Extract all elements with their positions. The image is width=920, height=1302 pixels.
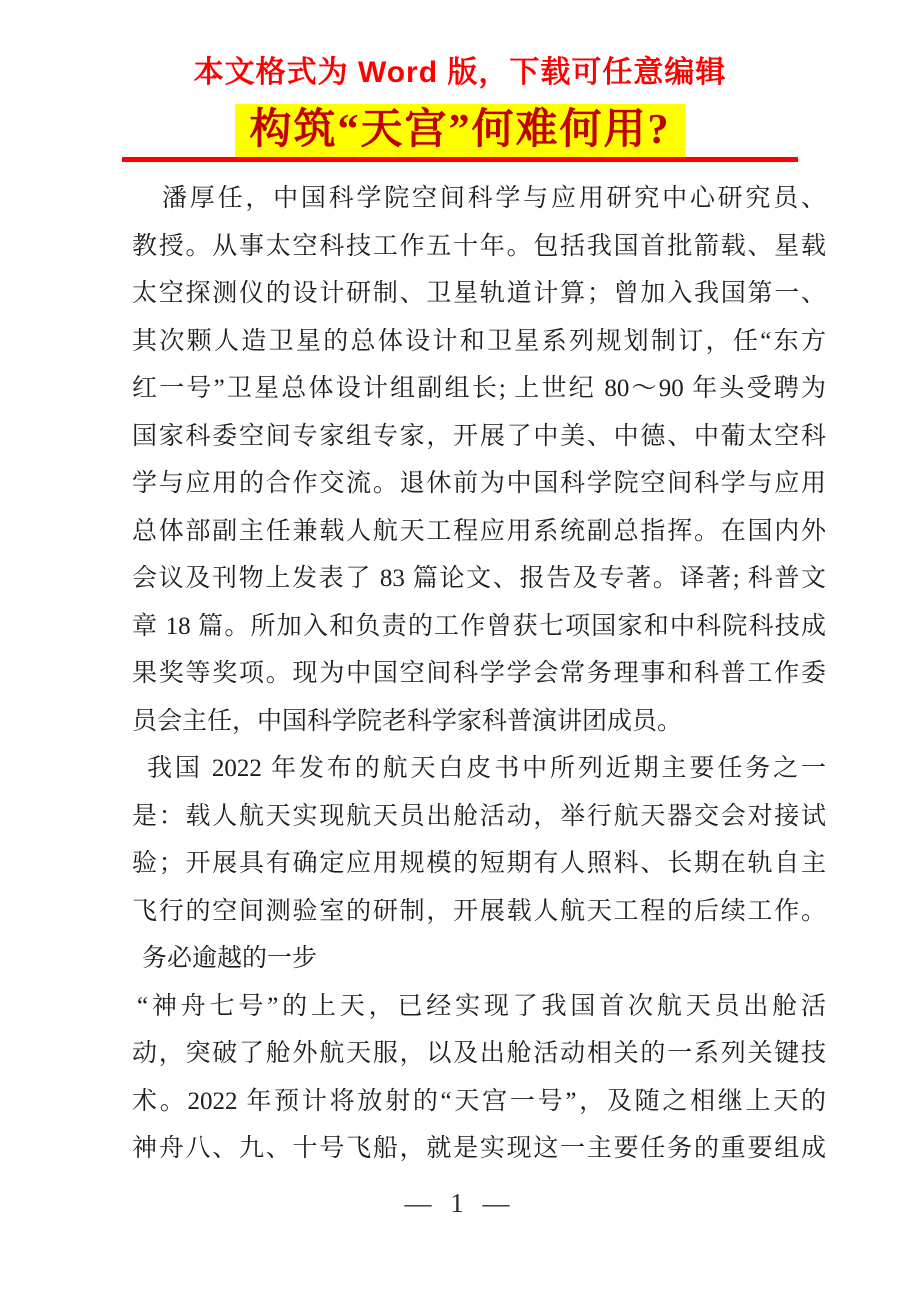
- document-title-row: [0, 104, 920, 157]
- body-line: 果奖等奖项。现为中国空间科学学会常务理事和科普工作委: [132, 660, 826, 687]
- document-title: 构筑“天宫”何难何用?: [235, 104, 684, 157]
- format-notice: 本文格式为 Word 版，下载可任意编辑: [193, 56, 727, 89]
- body-line: 国家科委空间专家组专家，开展了中美、中德、中葡太空科: [132, 422, 826, 450]
- body-line: 我国 2022 年发布的航天白皮书中所列近期主要任务之一: [147, 755, 826, 782]
- body-line: 验；开展具有确定应用规模的短期有人照料、长期在轨自主: [132, 850, 826, 877]
- body-line: 教授。从事太空科技工作五十年。包括我国首批箭载、星载: [132, 232, 826, 260]
- body-line: 会议及刊物上发表了 83 篇论文、报告及专著。译著; 科普文: [132, 565, 826, 592]
- body-line: 飞行的空间测验室的研制，开展载人航天工程的后续工作。: [132, 897, 826, 925]
- body-line: 红一号”卫星总体设计组副组长; 上世纪 80～90 年头受聘为: [132, 375, 826, 402]
- body-line: 动，突破了舱外航天服，以及出舱活动相关的一系列关键技: [132, 1040, 826, 1067]
- body-line: 术。2022 年预计将放射的“天宫一号”，及随之相继上天的: [132, 1087, 826, 1115]
- document-body: [132, 175, 826, 1173]
- body-line: “神舟七号”的上天，已经实现了我国首次航天员出舱活: [137, 992, 826, 1020]
- body-line: 其次颗人造卫星的总体设计和卫星系列规划制订，任“东方: [132, 327, 826, 355]
- body-line: 神舟八、九、十号飞船，就是实现这一主要任务的重要组成: [132, 1135, 826, 1162]
- body-line: 是：载人航天实现航天员出舱活动，举行航天器交会对接试: [132, 802, 826, 830]
- body-line: 务必逾越的一步: [142, 945, 318, 972]
- body-line: 员会主任，中国科学院老科学家科普演讲团成员。: [132, 707, 683, 735]
- body-line: 潘厚任，中国科学院空间科学与应用研究中心研究员、: [162, 185, 826, 212]
- page-number: — 1 —: [404, 1188, 516, 1218]
- title-divider-rule: [122, 157, 798, 162]
- body-line: 总体部副主任兼载人航天工程应用系统副总指挥。在国内外: [132, 517, 826, 545]
- body-line: 章 18 篇。所加入和负责的工作曾获七项国家和中科院科技成: [132, 612, 826, 640]
- body-line: 太空探测仪的设计研制、卫星轨道计算；曾加入我国第一、: [132, 280, 826, 307]
- body-line: 学与应用的合作交流。退休前为中国科学院空间科学与应用: [132, 470, 826, 497]
